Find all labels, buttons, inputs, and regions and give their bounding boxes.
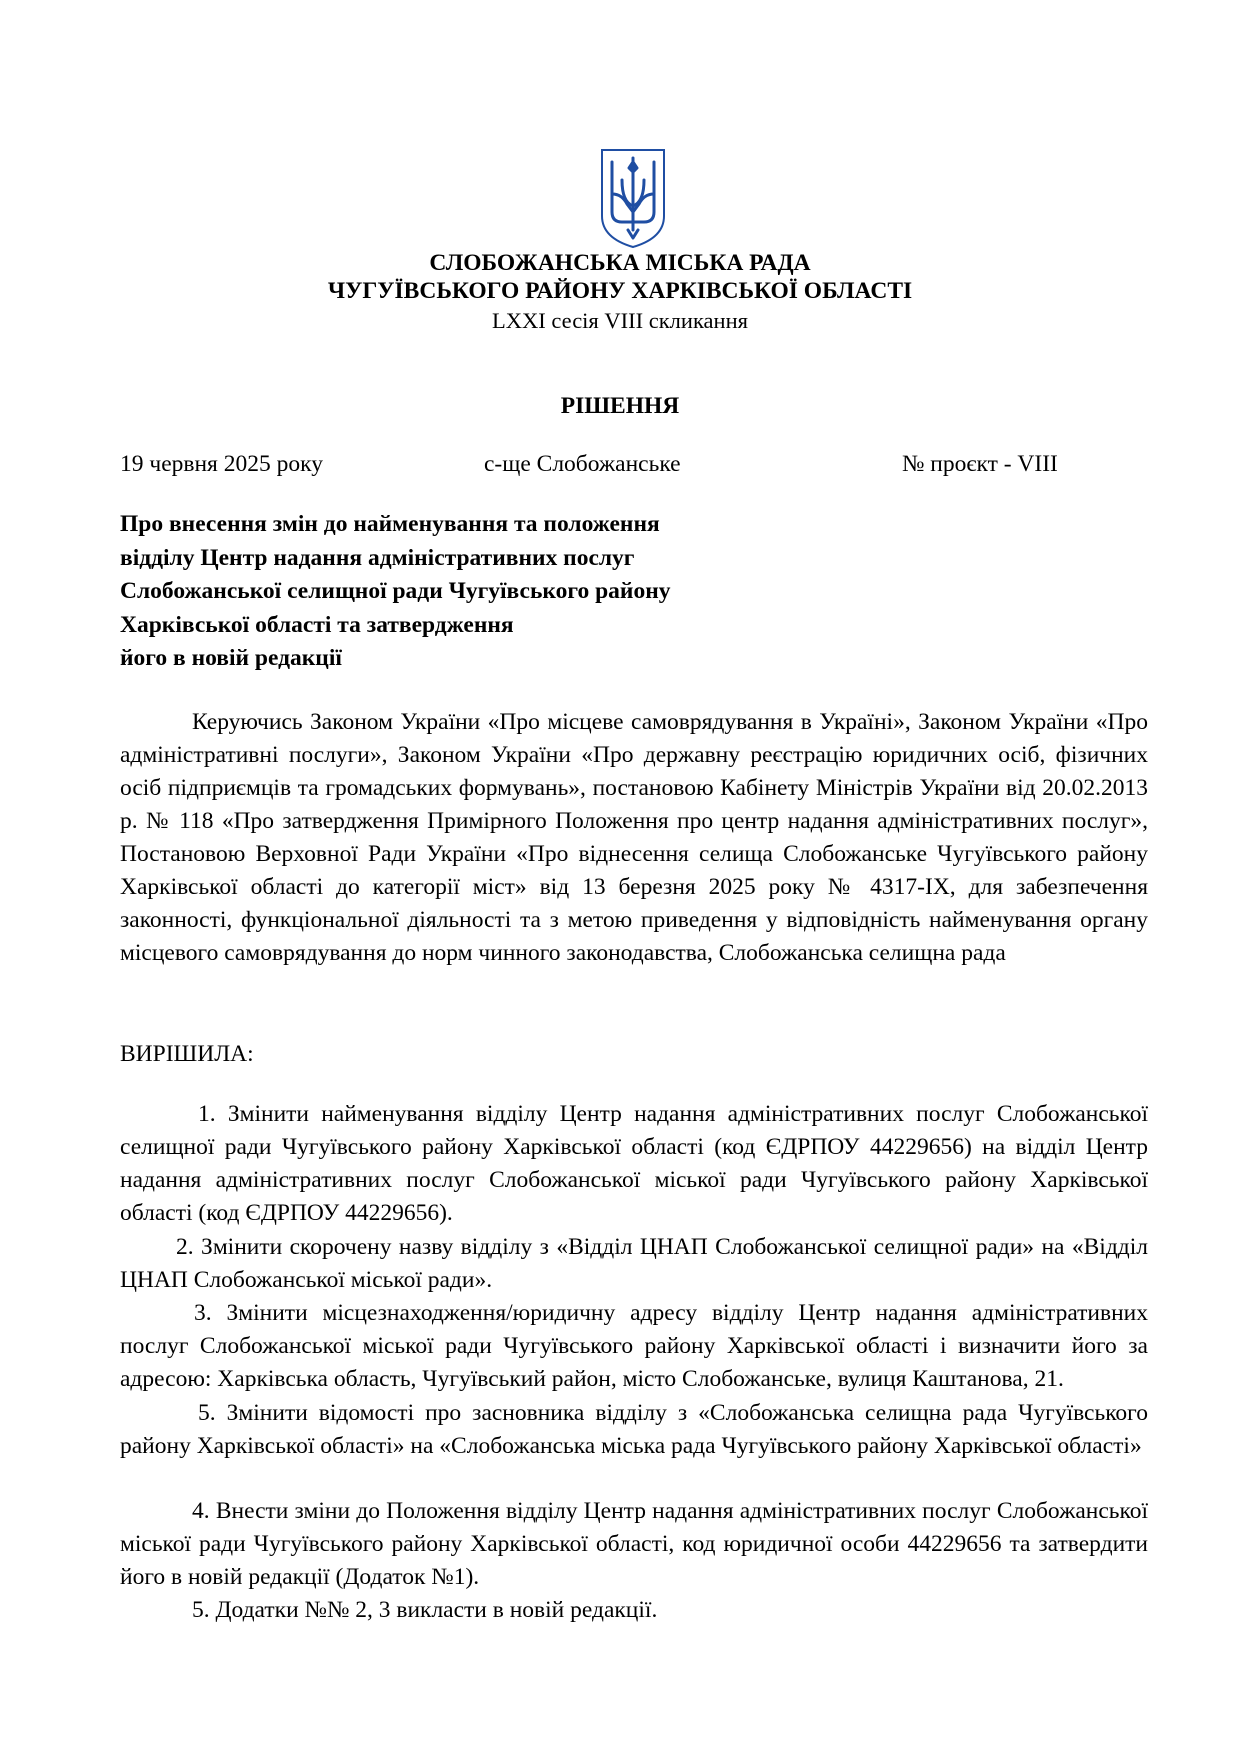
decision-item-2: 2. Змінити скорочену назву відділу з «Відділ ЦНАП Слобожанської селищної ради» на «Відділ ЦНАП Слобожанської міської ради». xyxy=(120,1234,1148,1293)
district-name: ЧУГУЇВСЬКОГО РАЙОНУ ХАРКІВСЬКОЇ ОБЛАСТІ xyxy=(327,278,913,304)
subject-line: Харківської області та затвердження xyxy=(120,611,514,638)
decision-item-founder: 5. Змінити відомості про засновника відділу з «Слобожанська селищна рада Чугуївського району Харківської області» на «Слобожанська міська рада Чугуївського району Харківської області» xyxy=(120,1400,1148,1459)
document-type-title: РІШЕННЯ xyxy=(560,393,680,419)
decision-number: № проєкт - VIII xyxy=(902,451,1058,477)
decision-item-5: 5. Додатки №№ 2, 3 викласти в новій редакції. xyxy=(192,1597,658,1623)
decision-date: 19 червня 2025 року xyxy=(120,451,323,477)
trident-coat-of-arms-icon xyxy=(598,146,668,250)
decision-subject xyxy=(120,508,740,676)
decision-item-4: 4. Внести зміни до Положення відділу Центр надання адміністративних послуг Слобожанської міської ради Чугуївського району Харківської області, код юридичної особи 44229656 та затвердити його в новій редакції (Додаток №1). xyxy=(120,1498,1148,1590)
decision-place: с-ще Слобожанське xyxy=(484,451,681,477)
subject-line: його в новій редакції xyxy=(120,645,342,671)
decision-item-3: 3. Змінити місцезнаходження/юридичну адресу відділу Центр надання адміністративних послуг Слобожанської міської ради Чугуївського району Харківської області і визначити його за адресою: Харківська область, Чугуївський район, місто Слобожанське, вулиця Каштанова, 21. xyxy=(120,1300,1148,1392)
decided-heading: ВИРІШИЛА: xyxy=(120,1041,254,1067)
subject-line: відділу Центр надання адміністративних послуг xyxy=(120,544,635,571)
decision-item-1: 1. Змінити найменування відділу Центр надання адміністративних послуг Слобожанської селищної ради Чугуївського району Харківської області (код ЄДРПОУ 44229656) на відділ Центр надання адміністративних послуг Слобожанської міської ради Чугуївського району Харківської області (код ЄДРПОУ 44229656). xyxy=(120,1101,1148,1226)
subject-line: Слобожанської селищної ради Чугуївського району xyxy=(120,578,671,604)
session-label: LXXI сесія VIII скликання xyxy=(492,308,748,333)
subject-line: Про внесення змін до найменування та положення xyxy=(120,511,660,537)
council-name: СЛОБОЖАНСЬКА МІСЬКА РАДА xyxy=(429,250,811,276)
preamble-paragraph: Керуючись Законом України «Про місцеве самоврядування в Україні», Законом України «Про адміністративні послуги», Законом України «Про державну реєстрацію юридичних осіб, фізичних осіб підприємців та громадських формувань», постановою Кабінету Міністрів України від 20.02.2013 р. № 118 «Про затвердження Примірного Положення про центр надання адміністративних послуг», Постановою Верховної Ради України «Про віднесення селища Слобожанське Чугуївського району Харківської області до категорії міст» від 13 березня 2025 року № 4317-IX, для забезпечення законності, функціональної діяльності та з метою приведення у відповідність найменування органу місцевого самоврядування до норм чинного законодавства, Слобожанська селищна рада xyxy=(120,709,1148,966)
